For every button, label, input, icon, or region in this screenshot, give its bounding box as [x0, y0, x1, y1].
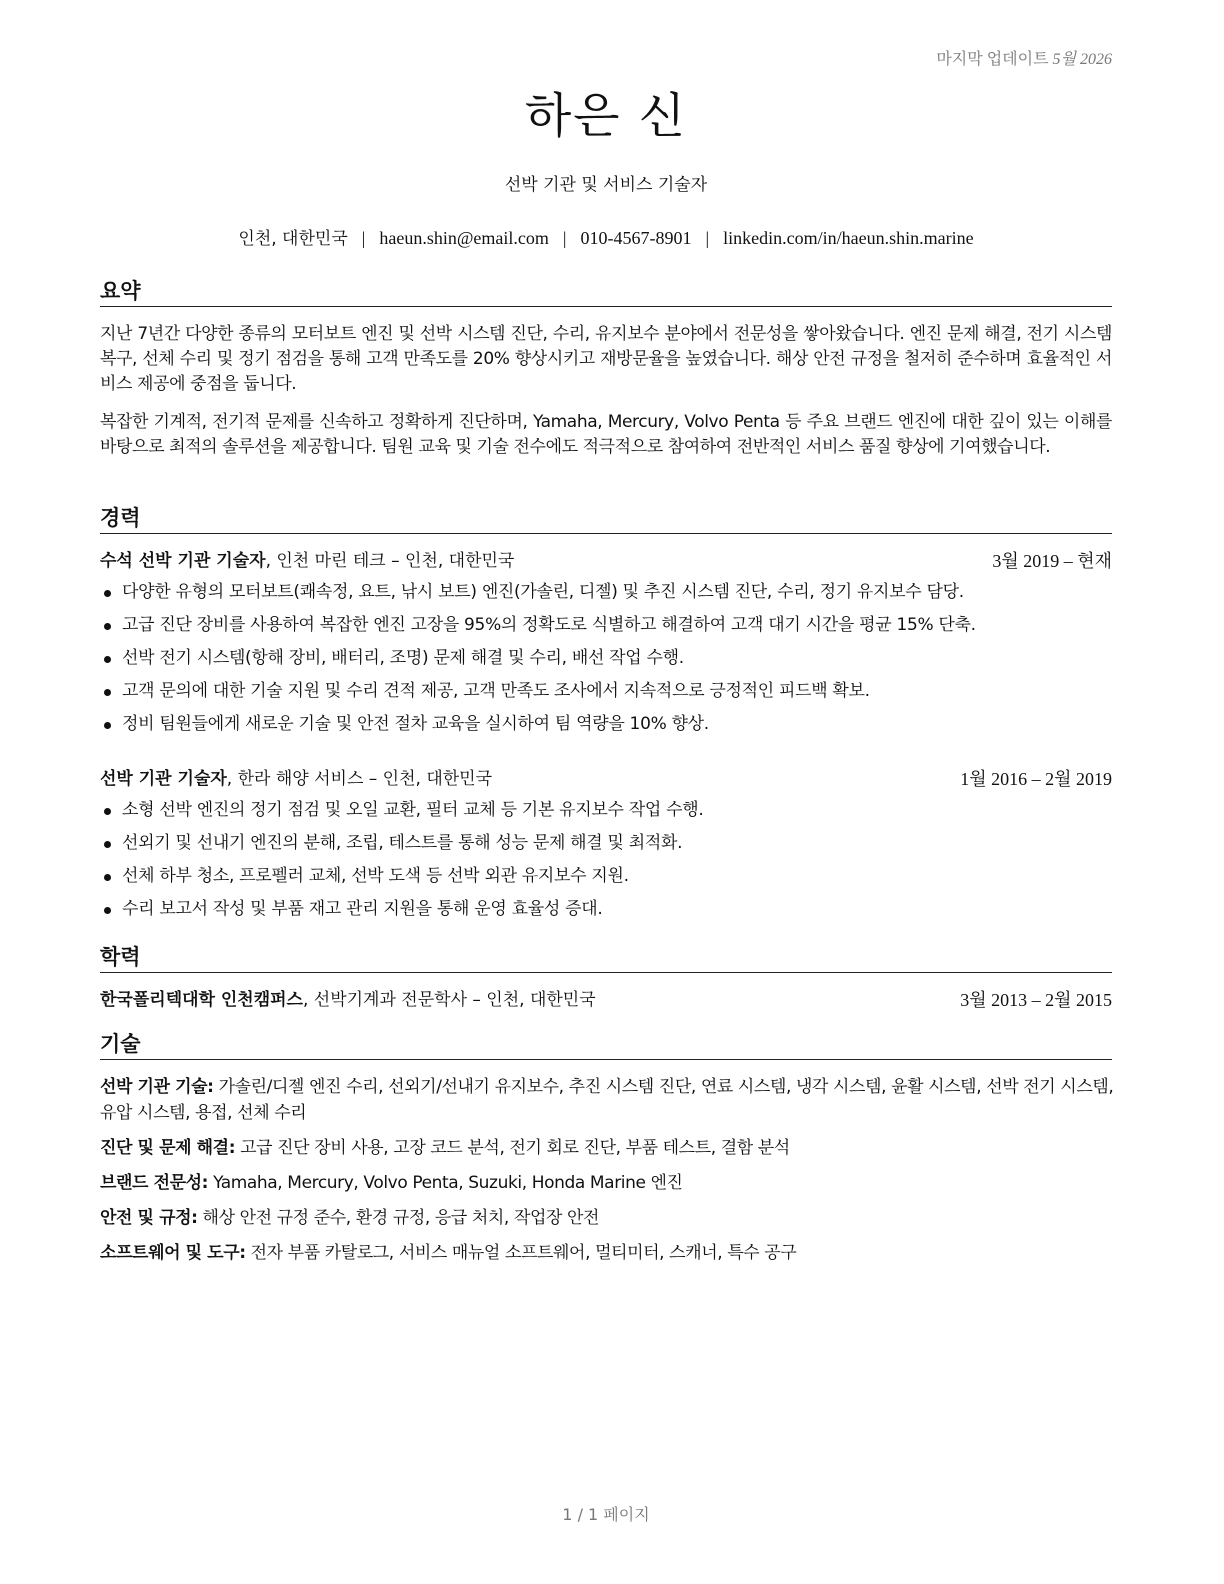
skill-value: 고급 진단 장비 사용, 고장 코드 분석, 전기 회로 진단, 부품 테스트, 결함 분석: [235, 1138, 790, 1158]
last-updated-prefix: 마지막 업데이트: [936, 51, 1049, 68]
job-company: , 인천 마린 테크 – 인천, 대한민국: [265, 551, 515, 571]
skill-label: 소프트웨어 및 도구:: [100, 1243, 246, 1263]
section-title-education: 학력: [100, 944, 1112, 973]
job-header: [100, 549, 1112, 573]
education-detail: , 선박기계과 전문학사 – 인천, 대한민국: [302, 990, 596, 1010]
contact-location: 인천, 대한민국: [238, 229, 348, 249]
skill-value: Yamaha, Mercury, Volvo Penta, Suzuki, Honda Marine 엔진: [208, 1173, 683, 1193]
job-bullet: 소형 선박 엔진의 정기 점검 및 오일 교환, 필터 교체 등 기본 유지보수 작업 수행.: [100, 794, 1112, 827]
job-dates: 3월 2019 – 현재: [992, 551, 1112, 571]
last-updated-date: 5월 2026: [1052, 51, 1112, 68]
contact-phone[interactable]: 010-4567-8901: [580, 228, 692, 248]
candidate-subtitle: 선박 기관 및 서비스 기술자: [504, 175, 708, 195]
skill-item: [100, 1135, 1118, 1161]
skill-item: [100, 1170, 1118, 1196]
skill-item: [100, 1074, 1118, 1126]
job-bullet: 고객 문의에 대한 기술 지원 및 수리 견적 제공, 고객 만족도 조사에서 지속적으로 긍정적인 피드백 확보.: [100, 675, 1112, 708]
job-bullet: 선외기 및 선내기 엔진의 분해, 조립, 테스트를 통해 성능 문제 해결 및 최적화.: [100, 827, 1112, 860]
page-indicator: 1 / 1 페이지: [562, 1505, 650, 1524]
job-bullet-list: [100, 576, 1112, 741]
job-bullet: 선박 전기 시스템(항해 장비, 배터리, 조명) 문제 해결 및 수리, 배선 작업 수행.: [100, 642, 1112, 675]
job-header: [100, 767, 1112, 791]
job-bullet: 수리 보고서 작성 및 부품 재고 관리 지원을 통해 운영 효율성 증대.: [100, 893, 1112, 926]
job-company: , 한라 해양 서비스 – 인천, 대한민국: [226, 769, 493, 789]
summary-paragraph-1: 지난 7년간 다양한 종류의 모터보트 엔진 및 선박 시스템 진단, 수리, 유지보수 분야에서 전문성을 쌓아왔습니다. 엔진 문제 해결, 전기 시스템 복구, 선체 수리 및 정기 점검을 통해 고객 만족도를 20% 향상시키고 재방문율을 높였습니다. 해상 안전 규정을 철저히 준수하며 효율적인 서비스 제공에 중점을 둡니다.: [100, 324, 1112, 394]
summary-paragraph-2: 복잡한 기계적, 전기적 문제를 신속하고 정확하게 진단하며, Yamaha, Mercury, Volvo Penta 등 주요 브랜드 엔진에 대한 깊이 있는 이해를 바탕으로 최적의 솔루션을 제공합니다. 팀원 교육 및 기술 전수에도 적극적으로 참여하여 전반적인 서비스 품질 향상에 기여했습니다.: [100, 412, 1112, 457]
skill-item: [100, 1240, 1118, 1266]
job-bullet-list: [100, 794, 1112, 926]
candidate-name: 하은 신: [524, 88, 688, 144]
job-role: 수석 선박 기관 기술자: [100, 551, 266, 571]
last-updated: [936, 46, 1112, 69]
skill-value: 가솔린/디젤 엔진 수리, 선외기/선내기 유지보수, 추진 시스템 진단, 연료 시스템, 냉각 시스템, 윤활 시스템, 선박 전기 시스템, 유압 시스템, 용접, 선체 수리: [100, 1077, 1114, 1123]
section-title-experience: 경력: [100, 505, 1112, 534]
contact-linkedin[interactable]: linkedin.com/in/haeun.shin.marine: [723, 228, 974, 248]
resume-page: [100, 0, 1112, 1584]
job-role: 선박 기관 기술자: [100, 769, 227, 789]
skill-value: 해상 안전 규정 준수, 환경 규정, 응급 처치, 작업장 안전: [197, 1208, 600, 1228]
contact-email[interactable]: haeun.shin@email.com: [379, 228, 549, 248]
skill-label: 진단 및 문제 해결:: [100, 1138, 236, 1158]
job-dates: 1월 2016 – 2월 2019: [960, 769, 1112, 789]
skill-label: 안전 및 규정:: [100, 1208, 198, 1228]
skill-label: 브랜드 전문성:: [100, 1173, 209, 1193]
job-bullet: 선체 하부 청소, 프로펠러 교체, 선박 도색 등 선박 외관 유지보수 지원.: [100, 860, 1112, 893]
job-bullet: 정비 팀원들에게 새로운 기술 및 안전 절차 교육을 실시하여 팀 역량을 10% 향상.: [100, 708, 1112, 741]
contact-separator: |: [562, 228, 567, 248]
education-school: 한국폴리텍대학 인천캠퍼스: [100, 990, 303, 1010]
contact-line: [100, 224, 1112, 249]
contact-separator: |: [361, 228, 366, 248]
skill-item: [100, 1205, 1118, 1231]
job-bullet: 다양한 유형의 모터보트(쾌속정, 요트, 낚시 보트) 엔진(가솔린, 디젤) 및 추진 시스템 진단, 수리, 정기 유지보수 담당.: [100, 576, 1112, 609]
skill-value: 전자 부품 카탈로그, 서비스 매뉴얼 소프트웨어, 멀티미터, 스캐너, 특수 공구: [245, 1243, 797, 1263]
contact-separator: |: [705, 228, 710, 248]
education-entry: [100, 988, 1112, 1012]
education-dates: 3월 2013 – 2월 2015: [960, 990, 1112, 1010]
skill-label: 선박 기관 기술:: [100, 1077, 214, 1097]
section-title-skills: 기술: [100, 1031, 1112, 1060]
section-title-summary: 요약: [100, 278, 1112, 307]
job-bullet: 고급 진단 장비를 사용하여 복잡한 엔진 고장을 95%의 정확도로 식별하고 해결하여 고객 대기 시간을 평균 15% 단축.: [100, 609, 1112, 642]
